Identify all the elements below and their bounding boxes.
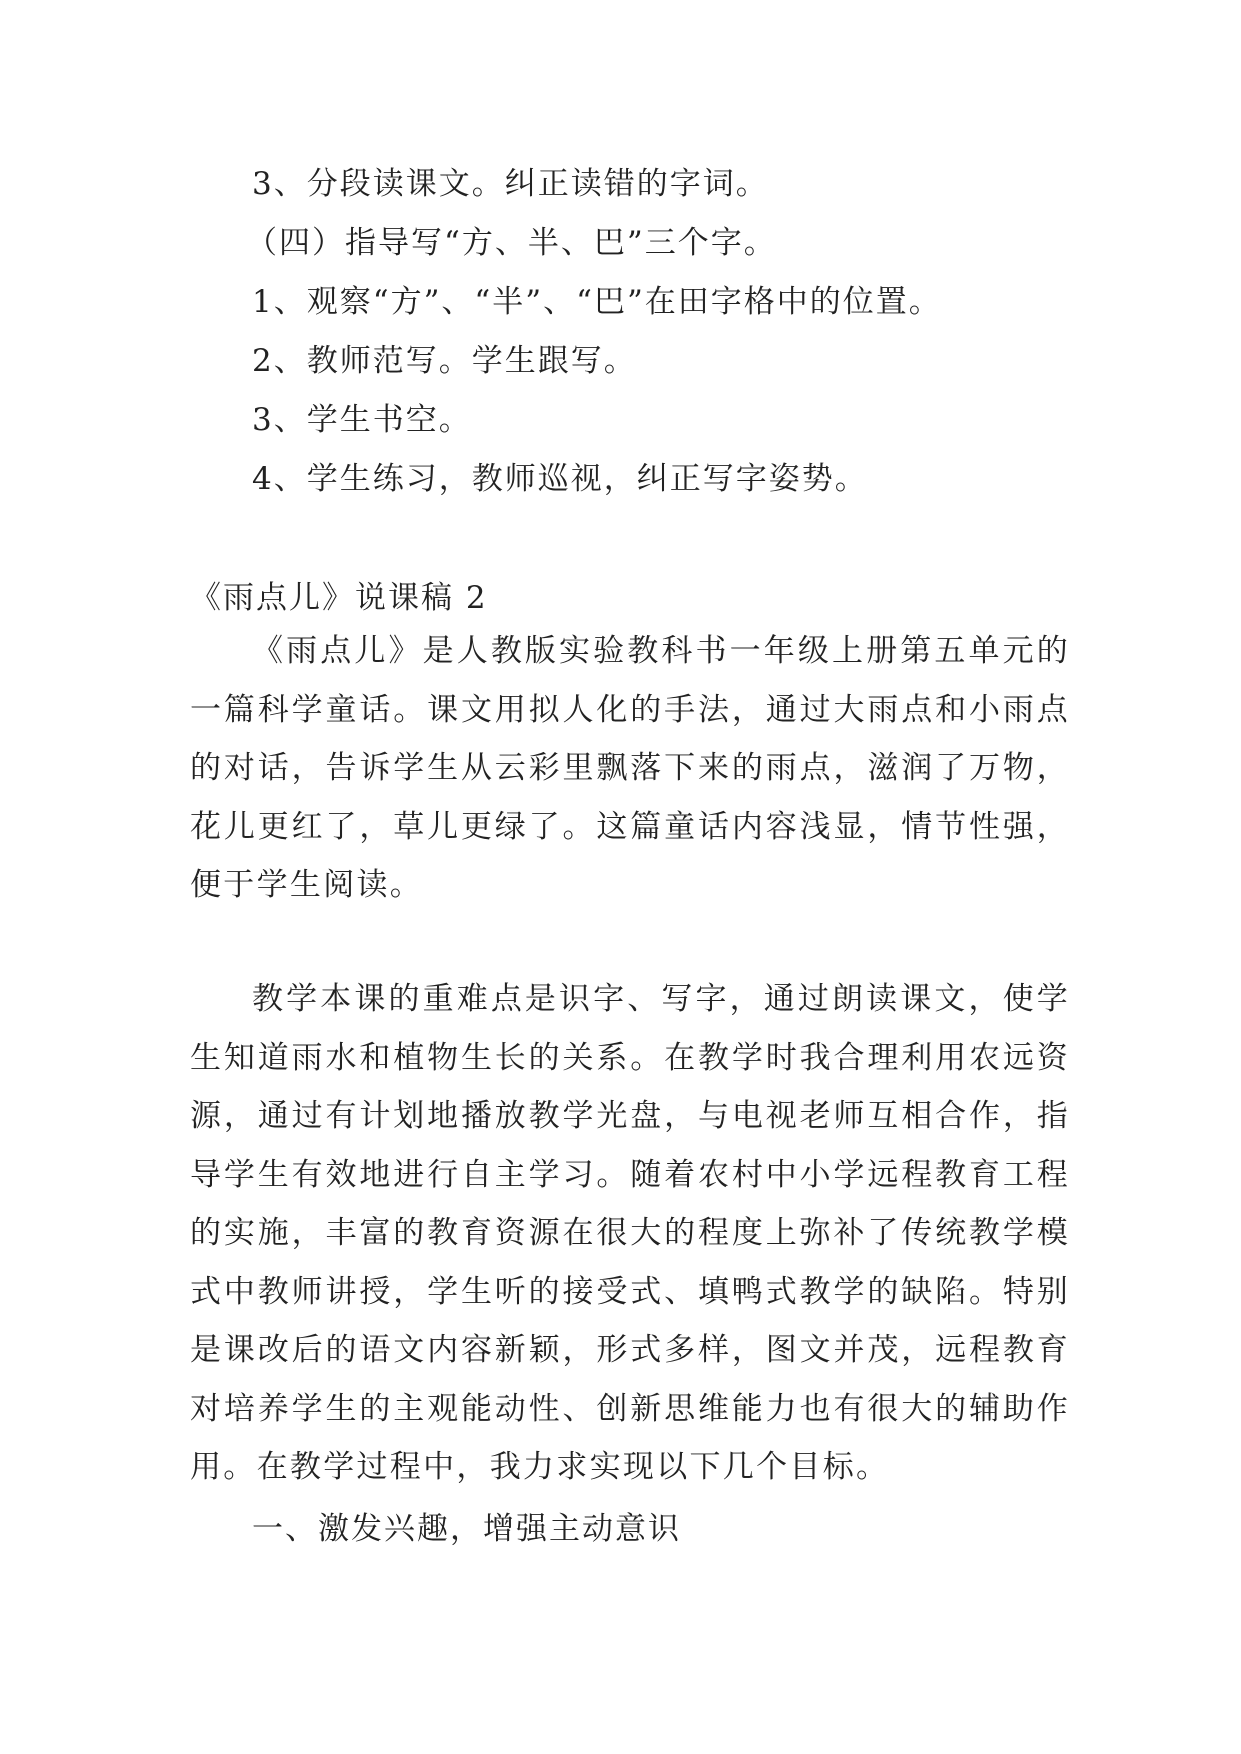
section-title: 《雨点儿》说课稿 2 xyxy=(190,580,488,616)
step-line: 4、学生练习，教师巡视，纠正写字姿势。 xyxy=(252,461,868,497)
step-line: 3、学生书空。 xyxy=(252,402,472,438)
step-line: 1、观察“方”、“半”、“巴”在田字格中的位置。 xyxy=(252,284,942,320)
step-heading: （四）指导写“方、半、巴”三个字。 xyxy=(246,225,777,261)
section-heading: 一、激发兴趣，增强主动意识 xyxy=(252,1511,681,1547)
step-line: 2、教师范写。学生跟写。 xyxy=(252,343,637,379)
body-paragraph: 教学本课的重难点是识字、写字，通过朗读课文，使学生知道雨水和植物生长的关系。在教学时我合理利用农远资源，通过有计划地播放教学光盘，与电视老师互相合作，指导学生有效地进行自主学习。随着农村中小学远程教育工程的实施，丰富的教育资源在很大的程度上弥补了传统教学模式中教师讲授，学生听的接受式、填鸭式教学的缺陷。特别是课改后的语文内容新颖，形式多样，图文并茂，远程教育对培养学生的主观能动性、创新思维能力也有很大的辅助作用。在教学过程中，我力求实现以下几个目标。 xyxy=(190,981,1070,1485)
body-paragraph: 《雨点儿》是人教版实验教科书一年级上册第五单元的一篇科学童话。课文用拟人化的手法，通过大雨点和小雨点的对话，告诉学生从云彩里飘落下来的雨点，滋润了万物，花儿更红了，草儿更绿了。这篇童话内容浅显，情节性强，便于学生阅读。 xyxy=(190,633,1070,903)
step-line: 3、分段读课文。纠正读错的字词。 xyxy=(252,166,769,202)
